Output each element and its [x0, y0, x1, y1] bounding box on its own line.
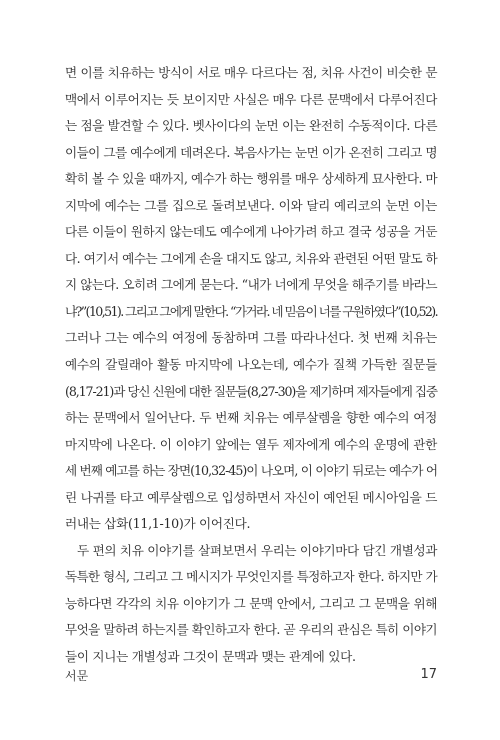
text-line: 능하다면 각각의 치유 이야기가 그 문맥 안에서, 그리고 그 문맥을 위해 [65, 595, 437, 611]
text-line: 지 않는다. 오히려 그에게 묻는다. “내가 너에게 무엇을 해주기를 바라느 [65, 277, 437, 293]
text-line: 맥에서 이루어지는 듯 보이지만 사실은 매우 다른 문맥에서 다루어진다 [65, 91, 437, 107]
text-line: 이들이 그를 예수에게 데려온다. 복음사가는 눈먼 이가 온전히 그리고 명 [65, 144, 437, 160]
text-line: 지막에 예수는 그를 집으로 돌려보낸다. 이와 달리 예리코의 눈먼 이는 [65, 197, 437, 213]
text-line: 러내는 삽화(11,1-10)가 이어진다. [65, 516, 251, 532]
body-text [65, 60, 437, 671]
text-line: 는 점을 발견할 수 있다. 벳사이다의 눈먼 이는 완전히 수동적이다. 다른 [65, 118, 437, 134]
text-line: 마지막에 나온다. 이 이야기 앞에는 열두 제자에게 예수의 운명에 관한 [65, 436, 437, 452]
text-line: 면 이를 치유하는 방식이 서로 매우 다르다는 점, 치유 사건이 비슷한 문 [65, 65, 437, 80]
text-line: 다른 이들이 원하지 않는데도 예수에게 나아가려 하고 결국 성공을 거둔 [65, 224, 437, 240]
text-line: 다. 여기서 예수는 그에게 손을 대지도 않고, 치유와 관련된 어떤 말도 하 [65, 250, 438, 266]
text-line: 무엇을 말하려 하는지를 확인하고자 한다. 곧 우리의 관심은 특히 이야기 [65, 622, 437, 638]
running-footer-label: 서문 [65, 669, 89, 683]
text-line: 예수의 갈릴래아 활동 마지막에 나오는데, 예수가 질책 가득한 질문들 [65, 357, 437, 373]
text-line: 하는 문맥에서 일어난다. 두 번째 치유는 예루살렘을 향한 예수의 여정 [65, 410, 437, 426]
text-line: 그러나 그는 예수의 여정에 동참하며 그를 따라나선다. 첫 번째 치유는 [65, 330, 437, 346]
text-line: 세 번째 예고를 하는 장면(10,32-45)이 나오며, 이 이야기 뒤로는 예수가 어 [65, 463, 437, 479]
text-line: 냐?”(10,51). 그리고 그에게 말한다. “가거라. 네 믿음이 너를 구원하였다”(10,52). [65, 303, 437, 319]
text-line: 확히 볼 수 있을 때까지, 예수가 하는 행위를 매우 상세하게 묘사한다. 마 [65, 171, 438, 187]
page-number: 17 [420, 667, 437, 682]
text-line: 독특한 형식, 그리고 그 메시지가 무엇인지를 특정하고자 한다. 하지만 가 [65, 569, 437, 585]
text-line: 들이 지니는 개별성과 그것이 문맥과 맺는 관계에 있다. [65, 649, 356, 665]
text-line: 두 편의 치유 이야기를 살펴보면서 우리는 이야기마다 담긴 개별성과 [77, 542, 437, 558]
text-line: (8,17-21)과 당신 신원에 대한 질문들(8,27-30)을 제기하며 제자들에게 집중 [65, 383, 437, 399]
text-line: 린 나귀를 타고 예루살렘으로 입성하면서 자신이 예언된 메시아임을 드 [65, 489, 437, 505]
